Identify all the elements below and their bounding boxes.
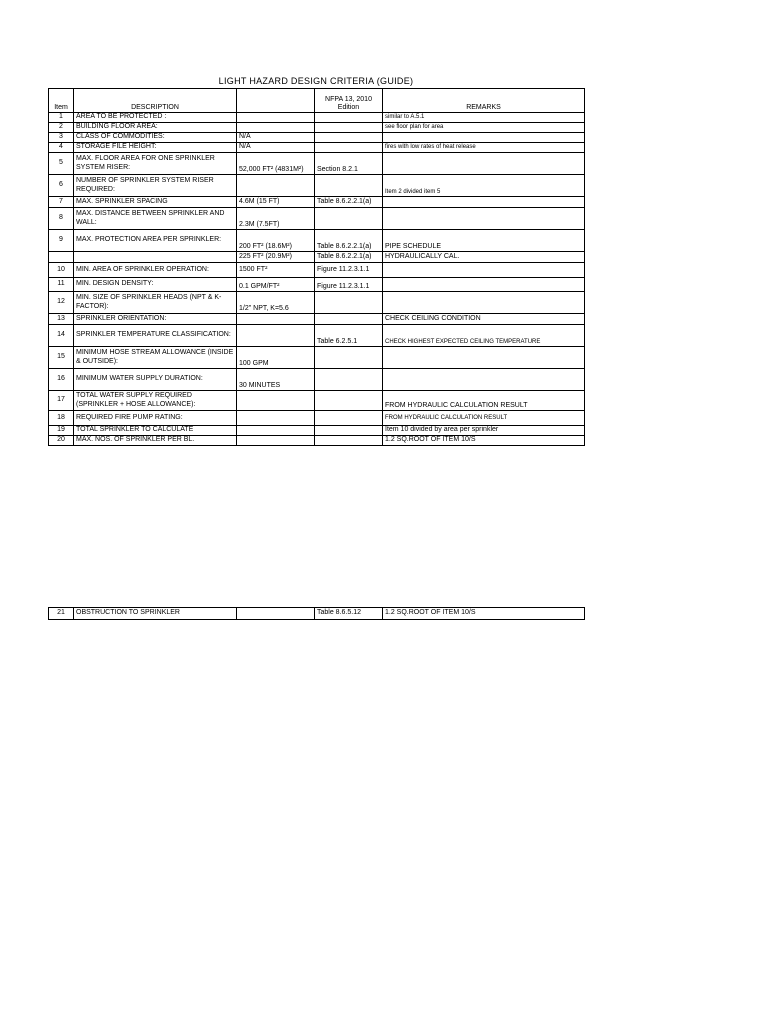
item-number: 16	[49, 369, 74, 391]
value-cell: 1500 FT²	[237, 263, 315, 278]
reference-cell: Figure 11.2.3.1.1	[315, 263, 383, 278]
reference-cell	[315, 369, 383, 391]
table-row	[49, 369, 585, 391]
description-cell: MIN. DESIGN DENSITY:	[74, 278, 237, 292]
description-cell: MIN. AREA OF SPRINKLER OPERATION:	[74, 263, 237, 278]
table-row	[49, 278, 585, 292]
table-row	[49, 608, 585, 620]
page-title: LIGHT HAZARD DESIGN CRITERIA (GUIDE)	[218, 76, 414, 86]
table-row	[49, 252, 585, 263]
value-cell	[237, 113, 315, 123]
header-ref: NFPA 13, 2010 Edition	[315, 89, 383, 113]
table-row	[49, 436, 585, 446]
value-cell	[237, 411, 315, 426]
description-cell: MIN. SIZE OF SPRINKLER HEADS (NPT & K-FACTOR):	[74, 292, 237, 314]
value-cell: 1/2" NPT, K=5.6	[237, 292, 315, 314]
item-number: 17	[49, 391, 74, 411]
reference-cell	[315, 123, 383, 133]
value-cell	[237, 123, 315, 133]
description-cell: NUMBER OF SPRINKLER SYSTEM RISER REQUIRED:	[74, 175, 237, 197]
table-row	[49, 153, 585, 175]
value-cell: 100 GPM	[237, 347, 315, 369]
value-cell: N/A	[237, 133, 315, 143]
description-cell	[74, 252, 237, 263]
header-description: DESCRIPTION	[74, 89, 237, 113]
table-row	[49, 197, 585, 208]
remarks-cell: Item 10 divided by area per sprinkler	[383, 426, 585, 436]
reference-cell: Figure 11.2.3.1.1	[315, 278, 383, 292]
description-cell: SPRINKLER TEMPERATURE CLASSIFICATION:	[74, 325, 237, 347]
reference-cell	[315, 133, 383, 143]
remarks-cell	[383, 347, 585, 369]
remarks-cell	[383, 153, 585, 175]
remarks-cell: CHECK CEILING CONDITION	[383, 314, 585, 325]
reference-cell	[315, 113, 383, 123]
reference-cell	[315, 314, 383, 325]
extra-criteria-table	[48, 607, 585, 620]
description-cell: MAX. SPRINKLER SPACING	[74, 197, 237, 208]
item-number: 19	[49, 426, 74, 436]
table-row	[49, 175, 585, 197]
item-number: 5	[49, 153, 74, 175]
reference-cell: Table 8.6.2.2.1(a)	[315, 252, 383, 263]
remarks-cell: Item 2 divided item 5	[383, 175, 585, 197]
remarks-cell: 1.2 SQ.ROOT OF ITEM 10/S	[383, 608, 585, 620]
remarks-cell: FROM HYDRAULIC CALCULATION RESULT	[383, 391, 585, 411]
table-row	[49, 143, 585, 153]
item-number: 21	[49, 608, 74, 620]
value-cell	[237, 608, 315, 620]
remarks-cell: see floor plan for area	[383, 123, 585, 133]
item-number	[49, 252, 74, 263]
description-cell: TOTAL SPRINKLER TO CALCULATE	[74, 426, 237, 436]
description-cell: MAX. DISTANCE BETWEEN SPRINKLER AND WALL:	[74, 208, 237, 230]
value-cell: 30 MINUTES	[237, 369, 315, 391]
item-number: 15	[49, 347, 74, 369]
table-row	[49, 347, 585, 369]
item-number: 20	[49, 436, 74, 446]
description-cell: MAX. FLOOR AREA FOR ONE SPRINKLER SYSTEM RISER:	[74, 153, 237, 175]
table-row	[49, 292, 585, 314]
value-cell: 2.3M (7.5FT)	[237, 208, 315, 230]
reference-cell: Section 8.2.1	[315, 153, 383, 175]
table-row	[49, 113, 585, 123]
remarks-cell: 1.2 SQ.ROOT OF ITEM 10/S	[383, 436, 585, 446]
remarks-cell: fires with low rates of heat release	[383, 143, 585, 153]
reference-cell: Table 8.6.5.12	[315, 608, 383, 620]
remarks-cell	[383, 133, 585, 143]
value-cell: 52,000 FT² (4831M²)	[237, 153, 315, 175]
value-cell	[237, 436, 315, 446]
description-cell: AREA TO BE PROTECTED :	[74, 113, 237, 123]
reference-cell	[315, 411, 383, 426]
remarks-cell	[383, 197, 585, 208]
remarks-cell: FROM HYDRAULIC CALCULATION RESULT	[383, 411, 585, 426]
description-cell: MINIMUM HOSE STREAM ALLOWANCE (INSIDE & OUTSIDE):	[74, 347, 237, 369]
item-number: 2	[49, 123, 74, 133]
item-number: 18	[49, 411, 74, 426]
table-row	[49, 314, 585, 325]
description-cell: TOTAL WATER SUPPLY REQUIRED (SPRINKLER + HOSE ALLOWANCE):	[74, 391, 237, 411]
item-number: 8	[49, 208, 74, 230]
remarks-cell	[383, 208, 585, 230]
item-number: 13	[49, 314, 74, 325]
remarks-cell: similar to A.5.1	[383, 113, 585, 123]
header-value	[237, 89, 315, 113]
header-row	[49, 89, 585, 113]
reference-cell	[315, 292, 383, 314]
reference-cell	[315, 175, 383, 197]
value-cell: 4.6M (15 FT)	[237, 197, 315, 208]
remarks-cell: HYDRAULICALLY CAL.	[383, 252, 585, 263]
value-cell	[237, 426, 315, 436]
reference-cell: Table 6.2.5.1	[315, 325, 383, 347]
description-cell: CLASS OF COMMODITIES:	[74, 133, 237, 143]
value-cell	[237, 325, 315, 347]
value-cell	[237, 314, 315, 325]
reference-cell: Table 8.6.2.2.1(a)	[315, 197, 383, 208]
item-number: 10	[49, 263, 74, 278]
value-cell: 225 FT² (20.9M²)	[237, 252, 315, 263]
table-row	[49, 133, 585, 143]
reference-cell	[315, 208, 383, 230]
description-cell: OBSTRUCTION TO SPRINKLER	[74, 608, 237, 620]
reference-cell	[315, 391, 383, 411]
description-cell: REQUIRED FIRE PUMP RATING:	[74, 411, 237, 426]
table-row	[49, 426, 585, 436]
item-number: 9	[49, 230, 74, 252]
table-row	[49, 230, 585, 252]
table-row	[49, 208, 585, 230]
description-cell: SPRINKLER ORIENTATION:	[74, 314, 237, 325]
value-cell: N/A	[237, 143, 315, 153]
remarks-cell	[383, 369, 585, 391]
item-number: 11	[49, 278, 74, 292]
table-row	[49, 325, 585, 347]
description-cell: MAX. NOS. OF SPRINKLER PER BL.	[74, 436, 237, 446]
reference-cell	[315, 426, 383, 436]
header-remarks: REMARKS	[383, 89, 585, 113]
value-cell	[237, 391, 315, 411]
item-number: 12	[49, 292, 74, 314]
value-cell: 0.1 GPM/FT²	[237, 278, 315, 292]
item-number: 1	[49, 113, 74, 123]
description-cell: STORAGE FILE HEIGHT:	[74, 143, 237, 153]
reference-cell	[315, 347, 383, 369]
table-row	[49, 411, 585, 426]
value-cell: 200 FT² (18.6M²)	[237, 230, 315, 252]
remarks-cell: CHECK HIGHEST EXPECTED CEILING TEMPERATURE	[383, 325, 585, 347]
description-cell: BUILDING FLOOR AREA:	[74, 123, 237, 133]
reference-cell	[315, 143, 383, 153]
item-number: 3	[49, 133, 74, 143]
description-cell: MINIMUM WATER SUPPLY DURATION:	[74, 369, 237, 391]
item-number: 14	[49, 325, 74, 347]
table-row	[49, 123, 585, 133]
header-item: Item	[49, 89, 74, 113]
remarks-cell	[383, 292, 585, 314]
design-criteria-table	[48, 88, 585, 446]
table-row	[49, 263, 585, 278]
reference-cell	[315, 436, 383, 446]
item-number: 4	[49, 143, 74, 153]
item-number: 7	[49, 197, 74, 208]
value-cell	[237, 175, 315, 197]
reference-cell: Table 8.6.2.2.1(a)	[315, 230, 383, 252]
description-cell: MAX. PROTECTION AREA PER SPRINKLER:	[74, 230, 237, 252]
table-row	[49, 391, 585, 411]
item-number: 6	[49, 175, 74, 197]
remarks-cell	[383, 278, 585, 292]
remarks-cell	[383, 263, 585, 278]
remarks-cell: PIPE SCHEDULE	[383, 230, 585, 252]
